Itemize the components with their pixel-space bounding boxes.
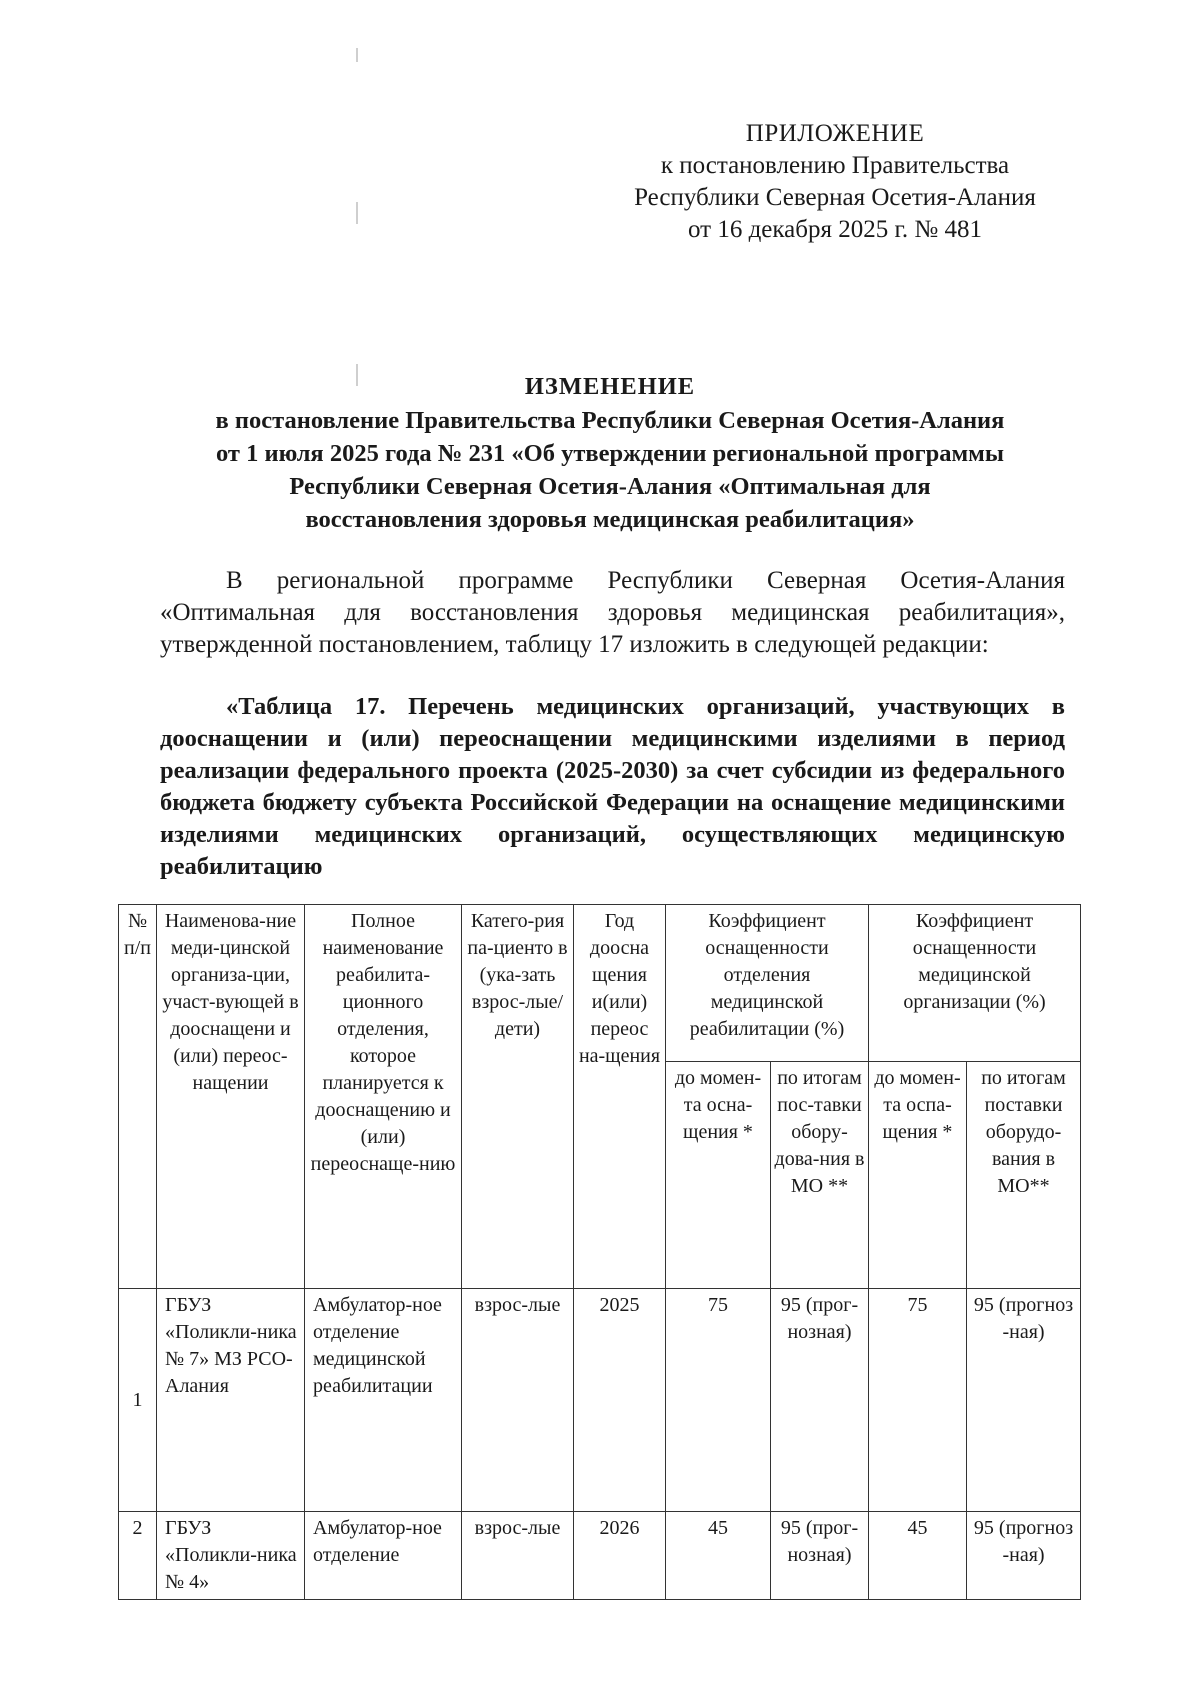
table-caption: «Таблица 17. Перечень медицинских организаций, участвующих в дооснащении и (или) переоснащении медицинскими изделиями в период реализации федерального проекта (2025-2030) за счет субсидии из федерального бюджета бюджету субъекта Российской Федерации на оснащение медицинскими изделиями медицинских организаций, осуществляющих медицинскую реабилитацию [160,693,1065,880]
body-paragraph: В региональной программе Республики Северная Осетия-Алания «Оптимальная для восстановления здоровья медицинская реабилитация», утвержденной постановлением, таблицу 17 изложить в следующей редакции: [160,567,1065,658]
scan-mark [356,48,358,62]
header-org-before: до момен-та оспа-щения * [869,1062,967,1289]
appendix-date: от 16 декабря 2025 г. № 481 [687,216,983,243]
header-org-after: по итогам поставки оборудо-вания в МО** [967,1062,1081,1289]
cell-dept: Амбулатор-ное отделение медицинской реабилитации [305,1289,462,1512]
appendix-title: ПРИЛОЖЕНИЕ [745,120,925,147]
cell-dept-after: 95 (прог-нозная) [771,1289,869,1512]
header-org-name: Наименова-ние меди-цинской организа-ции, участ-вующей в дооснащени и (или) переос-нащении [157,905,305,1289]
cell-dept-before: 45 [666,1512,771,1600]
title-line: восстановления здоровья медицинская реабилитация» [305,506,915,533]
cell-org-after: 95 (прогноз -ная) [967,1512,1081,1600]
table-row [119,1289,1081,1512]
cell-category: взрос-лые [462,1512,574,1600]
cell-num: 1 [119,1289,157,1512]
title-line: в постановление Правительства Республики Северная Осетия-Алания [215,407,1005,434]
title-heading: ИЗМЕНЕНИЕ [524,373,696,400]
cell-org-after: 95 (прогноз -ная) [967,1289,1081,1512]
header-dept-after: по итогам пос-тавки обору-дова-ния в МО ** [771,1062,869,1289]
cell-category: взрос-лые [462,1289,574,1512]
cell-dept: Амбулатор-ное отделение [305,1512,462,1600]
document-title [150,370,1070,536]
cell-num: 2 [119,1512,157,1600]
cell-org-before: 75 [869,1289,967,1512]
header-dept-before: до момен-та осна-щения * [666,1062,771,1289]
title-line: от 1 июля 2025 года № 231 «Об утверждении региональной программы [216,440,1004,467]
cell-org-before: 45 [869,1512,967,1600]
appendix-line: к постановлению Правительства [660,152,1010,179]
appendix-line: Республики Северная Осетия-Алания [634,184,1036,211]
header-year: Год доосна щения и(или) переос на-щения [574,905,666,1289]
title-line: Республики Северная Осетия-Алания «Оптимальная для [289,473,931,500]
header-num: № п/п [119,905,157,1289]
cell-year: 2026 [574,1512,666,1600]
header-org-coef: Коэффициент оснащенности медицинской организации (%) [869,905,1081,1062]
header-dept-name: Полное наименование реабилита-ционного отделения, которое планируется к дооснащению и (или) переоснаще-нию [305,905,462,1289]
header-dept-coef: Коэффициент оснащенности отделения медицинской реабилитации (%) [666,905,869,1062]
header-category: Катего-рия па-циенто в (ука-зать взрос-лые/ дети) [462,905,574,1289]
table-row [119,1512,1081,1600]
appendix-block [600,118,1070,246]
cell-year: 2025 [574,1289,666,1512]
cell-org: ГБУЗ «Поликли-ника № 7» МЗ РСО-Алания [157,1289,305,1512]
cell-dept-before: 75 [666,1289,771,1512]
cell-dept-after: 95 (прог-нозная) [771,1512,869,1600]
table-header-row [119,905,1081,1062]
scan-mark [356,202,358,224]
cell-org: ГБУЗ «Поликли-ника № 4» [157,1512,305,1600]
organizations-table [118,904,1081,1600]
